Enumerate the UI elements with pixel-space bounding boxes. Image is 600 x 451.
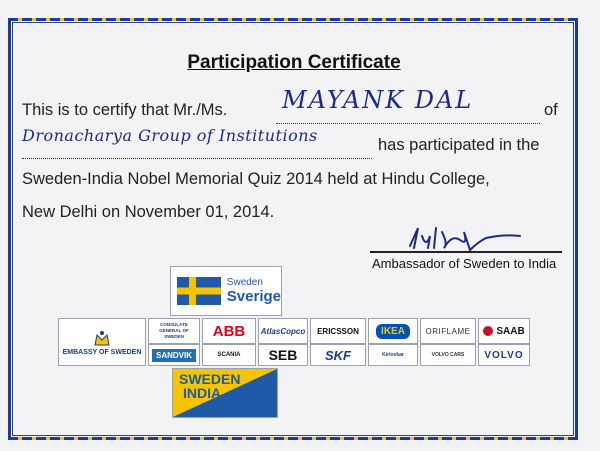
ikea-logo: IKEA	[368, 318, 418, 344]
crown-emblem-icon	[93, 329, 111, 349]
sverige-text: Sverige	[226, 288, 281, 305]
sweden-sverige-logo	[170, 266, 282, 316]
skf-logo: SKF	[310, 344, 366, 366]
consulate-logo: CONSULATE GENERAL OF SWEDEN	[148, 318, 200, 344]
saab-logo: SAAB	[478, 318, 530, 344]
sweden-india-badge	[172, 368, 278, 418]
embassy-logo: EMBASSY OF SWEDEN	[58, 318, 146, 366]
signature-line	[370, 251, 562, 253]
kirloskar-logo: Kirloskar	[368, 344, 418, 366]
abb-logo: ABB	[202, 318, 256, 344]
swedish-flag-icon	[177, 277, 221, 305]
scania-logo: SCANIA	[202, 344, 256, 366]
quiz-line: Sweden-India Nobel Memorial Quiz 2014 held at Hindu College,	[22, 170, 490, 188]
oriflame-logo: ORIFLAME	[420, 318, 476, 344]
date-line: New Delhi on November 01, 2014.	[22, 203, 275, 221]
ambassador-signature	[404, 222, 524, 254]
signature-caption: Ambassador of Sweden to India	[372, 256, 557, 271]
ericsson-logo: ERICSSON	[310, 318, 366, 344]
certify-line-prefix: This is to certify that Mr./Ms.	[22, 101, 228, 119]
saab-griffin-icon	[483, 326, 493, 336]
participated-text: has participated in the	[378, 136, 540, 154]
badge-sweden-text: SWEDEN	[179, 371, 241, 387]
certificate-title: Participation Certificate	[187, 52, 401, 73]
sandvik-logo: SANDVIK	[148, 344, 200, 366]
institution-dotted-line	[22, 146, 372, 159]
sweden-text: Sweden	[226, 277, 263, 288]
volvo-cars-logo: VOLVO CARS	[420, 344, 476, 366]
of-text: of	[544, 101, 558, 119]
volvo-logo: VOLVO	[478, 344, 530, 366]
atlascopco-logo: AtlasCopco	[258, 318, 308, 344]
seb-logo: SEB	[258, 344, 308, 366]
badge-india-text: INDIA	[183, 385, 222, 401]
badge-nobel-text: NOBEL MEMORIAL WEEK 2014	[240, 387, 273, 407]
institution-name: Dronacharya Group of Institutions	[22, 126, 318, 145]
participant-name: MAYANK DAL	[282, 86, 474, 114]
